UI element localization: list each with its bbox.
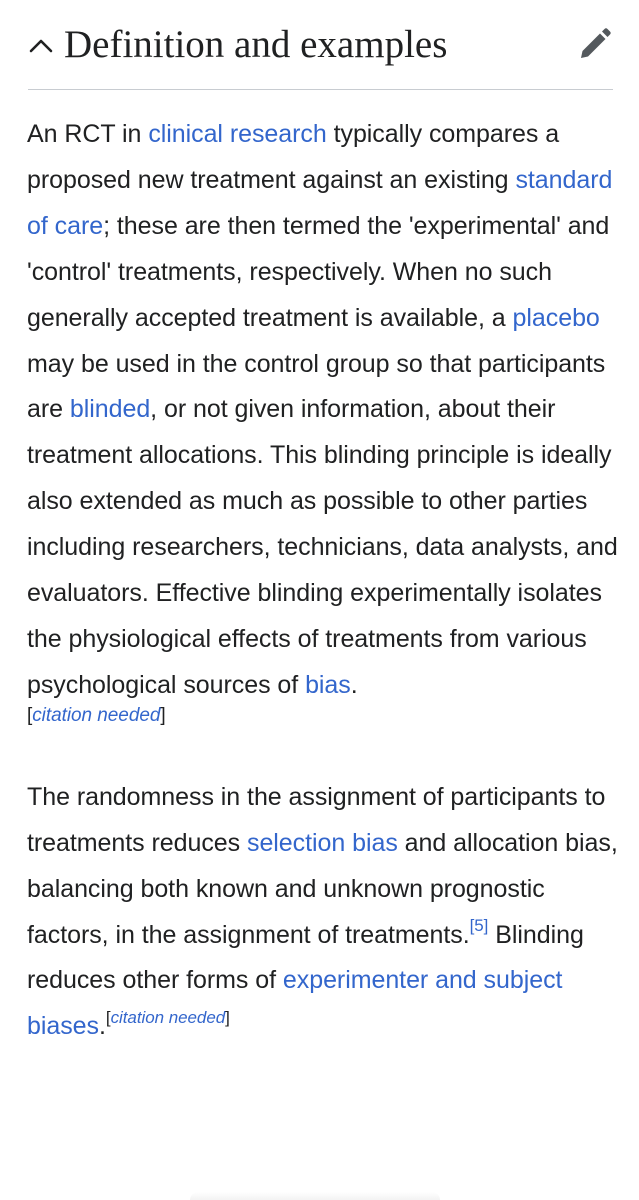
reference-5 [470, 916, 489, 935]
text-span: , or not given information, about their treatment allocations. This blinding principle is ideally also extended as much as possible to other parties including researchers, technicians, data analysts, and evaluators. Effective blinding experimentally isolates the physiological effects of treatments from various psychological sources of [27, 395, 618, 699]
citation-bracket: ] [225, 1007, 230, 1027]
text-span: . [98, 1012, 106, 1041]
citation-needed-link[interactable]: citation needed [32, 704, 161, 726]
link-blinded[interactable]: blinded [69, 395, 151, 424]
link-clinical-research[interactable]: clinical research [148, 120, 327, 148]
text-span: typically compares a proposed new treatment against an existing [27, 120, 560, 194]
citation-needed-link[interactable]: citation needed [110, 1007, 226, 1027]
citation-needed-tag [27, 703, 619, 729]
link-bias[interactable]: bias [305, 670, 351, 699]
paragraph-randomness [27, 775, 619, 1050]
citation-bracket: ] [160, 704, 166, 726]
link-standard-of-care[interactable]: standard of care [27, 165, 613, 240]
text-span: The randomness in the assignment of participants to treatments reduces [27, 782, 606, 857]
link-selection-bias[interactable]: selection bias [247, 828, 398, 857]
article-section-content [27, 112, 619, 1050]
text-span: Blinding reduces other forms of [27, 920, 584, 995]
bottom-toolbar-hint [190, 1192, 440, 1200]
text-span: and allocation bias, balancing both known and unknown prognostic factors, in the assignment of treatments. [27, 828, 618, 949]
citation-bracket: [ [105, 1007, 111, 1027]
text-span: ; these are then termed the 'experimental' and 'control' treatments, respectively. When no such generally accepted treatment is available, a [27, 211, 610, 332]
section-title: Definition and examples [64, 23, 448, 66]
chevron-up-icon[interactable] [28, 36, 54, 54]
link-placebo[interactable]: placebo [512, 303, 600, 332]
link-experimenter-subject-biases[interactable]: experimenter and subject biases [27, 966, 563, 1041]
reference-link-5[interactable]: [5] [469, 916, 489, 936]
paragraph-rct-definition [27, 112, 619, 729]
text-span: may be used in the control group so that participants are [27, 349, 606, 424]
text-span: An RCT in [27, 120, 149, 148]
citation-needed-tag [106, 1008, 230, 1027]
section-header[interactable] [28, 14, 613, 90]
citation-bracket: [ [27, 704, 33, 726]
text-span: . [350, 670, 358, 699]
pencil-icon[interactable] [577, 26, 613, 62]
